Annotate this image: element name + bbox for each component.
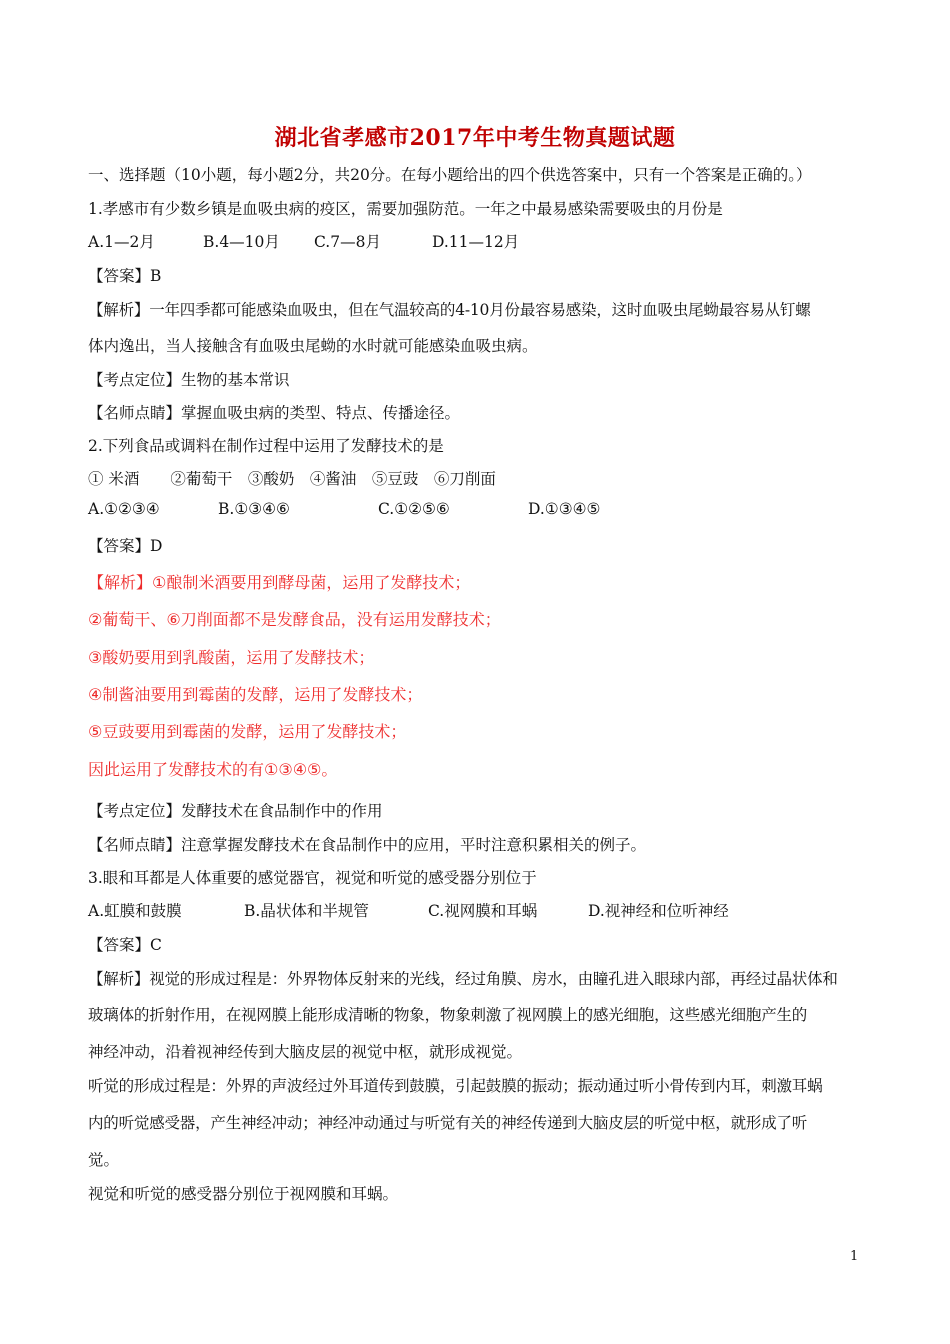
q2-analysis-line: ②葡萄干、⑥刀削面都不是发酵食品，没有运用发酵技术； [88, 610, 501, 629]
q1-option-b: B.4—10月 [203, 233, 280, 251]
q2-option-c: C.①②⑤⑥ [378, 500, 450, 518]
q3-analysis-line: 内的听觉感受器，产生神经冲动；神经冲动通过与听觉有关的神经传递到大脑皮层的听觉中枢，就形成了听 [88, 1114, 808, 1132]
q1-options [88, 230, 519, 252]
q3-analysis-line: 觉。 [88, 1151, 120, 1169]
q1-analysis-line1: 【解析】一年四季都可能感染血吸虫，但在气温较高的4-10月份最容易感染，这时血吸虫尾蚴最容易从钉螺 [88, 301, 811, 319]
q3-options [88, 899, 729, 921]
q2-analysis-line: 【解析】①酿制米酒要用到酵母菌，运用了发酵技术； [88, 573, 471, 592]
q1-kaodian: 【考点定位】生物的基本常识 [88, 371, 290, 389]
q3-analysis-line: 神经冲动，沿着视神经传到大脑皮层的视觉中枢，就形成视觉。 [88, 1043, 523, 1061]
q2-analysis-line: ⑤豆豉要用到霉菌的发酵，运用了发酵技术； [88, 722, 407, 741]
q3-analysis-line: 听觉的形成过程是：外界的声波经过外耳道传到鼓膜，引起鼓膜的振动；振动通过听小骨传到内耳，刺激耳蜗 [88, 1077, 823, 1095]
q3-option-d: D.视神经和位听神经 [588, 902, 729, 920]
q1-analysis-line2: 体内逸出，当人接触含有血吸虫尾蚴的水时就可能感染血吸虫病。 [88, 337, 538, 355]
q3-analysis-line: 视觉和听觉的感受器分别位于视网膜和耳蜗。 [88, 1185, 399, 1203]
q2-answer: 【答案】D [88, 537, 163, 555]
q2-question: 2.下列食品或调料在制作过程中运用了发酵技术的是 [88, 437, 444, 455]
q1-dianjing: 【名师点睛】掌握血吸虫病的类型、特点、传播途径。 [88, 404, 461, 422]
q2-option-a: A.①②③④ [88, 500, 160, 518]
section-header: 一、选择题（10小题，每小题2分，共20分。在每小题给出的四个供选答案中，只有一个答案是正确的。） [88, 166, 812, 184]
q2-analysis-line: ③酸奶要用到乳酸菌，运用了发酵技术； [88, 648, 375, 667]
q2-dianjing: 【名师点睛】注意掌握发酵技术在食品制作中的应用，平时注意积累相关的例子。 [88, 836, 647, 854]
q2-kaodian: 【考点定位】发酵技术在食品制作中的作用 [88, 802, 383, 820]
q1-option-d: D.11—12月 [432, 233, 520, 251]
q2-option-d: D.①③④⑤ [528, 500, 601, 518]
q2-analysis-line: ④制酱油要用到霉菌的发酵，运用了发酵技术； [88, 685, 423, 704]
q2-option-b: B.①③④⑥ [218, 500, 290, 518]
q1-question: 1.孝感市有少数乡镇是血吸虫病的疫区，需要加强防范。一年之中最易感染需要吸虫的月份是 [88, 200, 723, 218]
q2-analysis-line: 因此运用了发酵技术的有①③④⑤。 [88, 760, 338, 779]
page-number: 1 [850, 1249, 859, 1264]
q3-option-b: B.晶状体和半规管 [244, 902, 369, 920]
q1-option-c: C.7—8月 [314, 233, 381, 251]
document-title: 湖北省孝感市2017年中考生物真题试题 [274, 125, 676, 151]
q3-option-a: A.虹膜和鼓膜 [88, 902, 182, 920]
q3-option-c: C.视网膜和耳蜗 [428, 902, 538, 920]
q1-option-a: A.1—2月 [88, 233, 155, 251]
q2-items: ① 米酒 ②葡萄干 ③酸奶 ④酱油 ⑤豆豉 ⑥刀削面 [88, 470, 496, 488]
q3-analysis-line: 【解析】视觉的形成过程是：外界物体反射来的光线，经过角膜、房水，由瞳孔进入眼球内部，再经过晶状体和 [88, 970, 838, 988]
q3-analysis-line: 玻璃体的折射作用，在视网膜上能形成清晰的物象，物象刺激了视网膜上的感光细胞，这些感光细胞产生的 [88, 1006, 808, 1024]
q1-answer: 【答案】B [88, 267, 162, 285]
q3-answer: 【答案】C [88, 936, 162, 954]
q2-options [88, 500, 600, 518]
q3-question: 3.眼和耳都是人体重要的感觉器官，视觉和听觉的感受器分别位于 [88, 869, 537, 887]
